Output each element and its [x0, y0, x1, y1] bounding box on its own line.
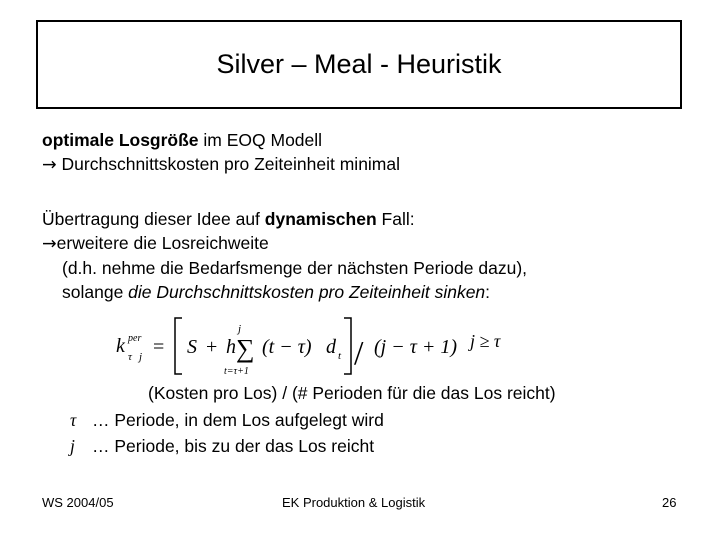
slide-title: Silver – Meal - Heuristik — [216, 49, 502, 79]
extend-text: erweitere die Losreichweite — [56, 233, 269, 253]
tau-symbol: τ — [70, 410, 77, 430]
dh-line: (d.h. nehme die Bedarfsmenge der nächsten Periode dazu), — [62, 258, 528, 278]
transfer-pre: Übertragung dieser Idee auf — [42, 209, 265, 229]
solange-post: : — [485, 282, 491, 302]
footer-page-number: 26 — [662, 495, 677, 510]
eoq-line — [42, 128, 400, 152]
transfer-post: Fall: — [376, 209, 415, 229]
transfer-bold: dynamischen — [264, 209, 377, 229]
legend-tau — [70, 410, 384, 431]
formula-plus: + — [206, 336, 218, 358]
formula-equals: = — [153, 336, 165, 358]
solange-pre: solange — [62, 282, 129, 302]
arrow-right-icon: → — [42, 155, 57, 175]
formula-denominator: (j − τ + 1) — [374, 336, 458, 358]
formula-k: k — [116, 335, 125, 357]
formula-slash: / — [354, 335, 364, 372]
legend-j — [70, 436, 374, 457]
legend-j-text: … Periode, bis zu der das Los reicht — [92, 436, 375, 456]
formula-explanation: (Kosten pro Los) / (# Perioden für die das Los reicht) — [148, 383, 556, 403]
sigma-icon: ∑ — [236, 334, 255, 363]
extend-line — [42, 231, 527, 256]
formula-sub-j: j — [139, 351, 143, 363]
condition: j ≥ τ — [470, 331, 501, 351]
left-bracket — [175, 318, 182, 374]
eoq-rest: im EOQ Modell — [198, 130, 323, 150]
formula-svg — [112, 306, 532, 386]
sum-bottom: t=τ+1 — [224, 366, 249, 377]
solange-line — [42, 280, 527, 304]
eoq-conclusion-line — [42, 152, 400, 177]
formula-d-sub: t — [338, 350, 342, 362]
transfer-line — [42, 207, 527, 231]
title-box — [36, 20, 682, 109]
footer-course: EK Produktion & Logistik — [282, 495, 426, 510]
right-bracket — [344, 318, 351, 374]
legend-tau-text: … Periode, in dem Los aufgelegt wird — [92, 410, 384, 430]
arrow-right-icon: → — [42, 234, 57, 254]
formula-h: h — [226, 336, 236, 358]
formula-d: d — [326, 336, 336, 358]
sum-top: j — [238, 323, 242, 335]
formula-paren-expr: (t − τ) — [262, 336, 312, 358]
silver-meal-formula — [112, 306, 532, 386]
formula-sub-tau: τ — [128, 351, 132, 363]
formula-sup: per — [128, 333, 142, 344]
formula-S: S — [187, 336, 197, 358]
eoq-bold: optimale Losgröße — [42, 130, 199, 150]
eoq-conclusion: Durchschnittskosten pro Zeiteinheit minimal — [56, 154, 401, 174]
footer-semester: WS 2004/05 — [42, 495, 114, 510]
solange-italic: die Durchschnittskosten pro Zeiteinheit sinken — [128, 282, 486, 302]
section-dynamic — [42, 207, 527, 304]
j-symbol: j — [70, 436, 75, 456]
section-eoq — [42, 128, 400, 177]
